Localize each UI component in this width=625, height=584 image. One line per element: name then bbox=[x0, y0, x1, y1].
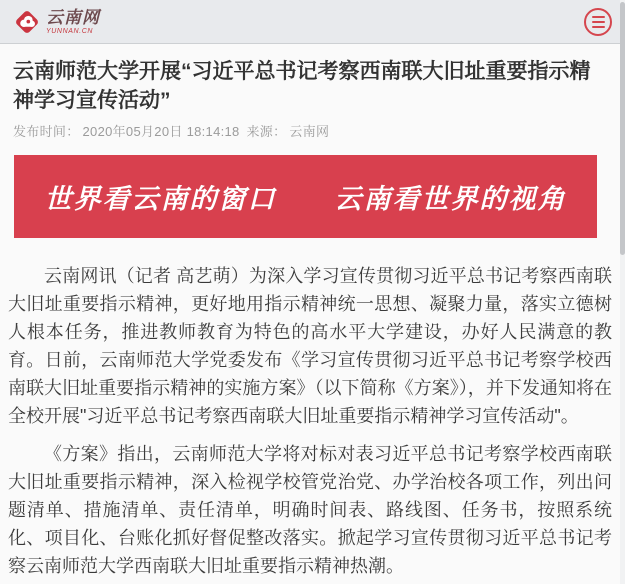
menu-button[interactable] bbox=[584, 8, 612, 36]
promo-banner-slogan: 世界看云南的窗口 云南看世界的视角 bbox=[44, 184, 567, 215]
article-paragraph-2: 《方案》指出，云南师范大学将对标对表习近平总书记考察学校西南联大旧址重要指示精神，深入检视学校管党治党、办学治校各项工作，列出问题清单、措施清单、责任清单，明确时间表、路线图、任务书，按照系统化、项目化、台账化抓好督促整改落实。掀起学习宣传贯彻习近平总书记考察云南师范大学西南联大旧址重要指示精神热潮。 bbox=[8, 444, 612, 576]
promo-banner[interactable] bbox=[14, 155, 597, 238]
scrollbar-thumb[interactable] bbox=[620, 2, 625, 255]
article bbox=[0, 57, 625, 580]
yunnan-cloud-logo-icon bbox=[13, 8, 41, 36]
article-meta bbox=[13, 121, 611, 140]
publish-time-label: 发布时间： bbox=[13, 124, 80, 139]
logo-text-block bbox=[46, 9, 100, 35]
site-domain: YUNNAN.CN bbox=[46, 27, 94, 35]
site-name: 云南网 bbox=[46, 7, 100, 27]
publish-time-value: 2020年05月20日 18:14:18 bbox=[82, 124, 240, 139]
hamburger-icon bbox=[592, 16, 605, 28]
article-paragraph-1: 云南网讯（记者 高艺萌）为深入学习宣传贯彻习近平总书记考察西南联大旧址重要指示精神，更好地用指示精神统一思想、凝聚力量，落实立德树人根本任务，推进教师教育为特色的高水平大学建设，办好人民满意的教育。日前，云南师范大学党委发布《学习宣传贯彻习近平总书记考察学校西南联大旧址重要指示精神的实施方案》（以下简称《方案》），并下发通知将在全校开展"习近平总书记考察西南联大旧址重要指示精神学习宣传活动"。 bbox=[8, 266, 612, 426]
article-body bbox=[0, 262, 625, 580]
article-title: 云南师范大学开展“习近平总书记考察西南联大旧址重要指示精神学习宣传活动” bbox=[13, 60, 591, 112]
source-label: 来源： bbox=[246, 124, 287, 139]
site-logo[interactable] bbox=[13, 8, 100, 36]
scrollbar-track[interactable] bbox=[620, 0, 625, 584]
source-value: 云南网 bbox=[289, 124, 330, 139]
site-header bbox=[0, 0, 625, 44]
